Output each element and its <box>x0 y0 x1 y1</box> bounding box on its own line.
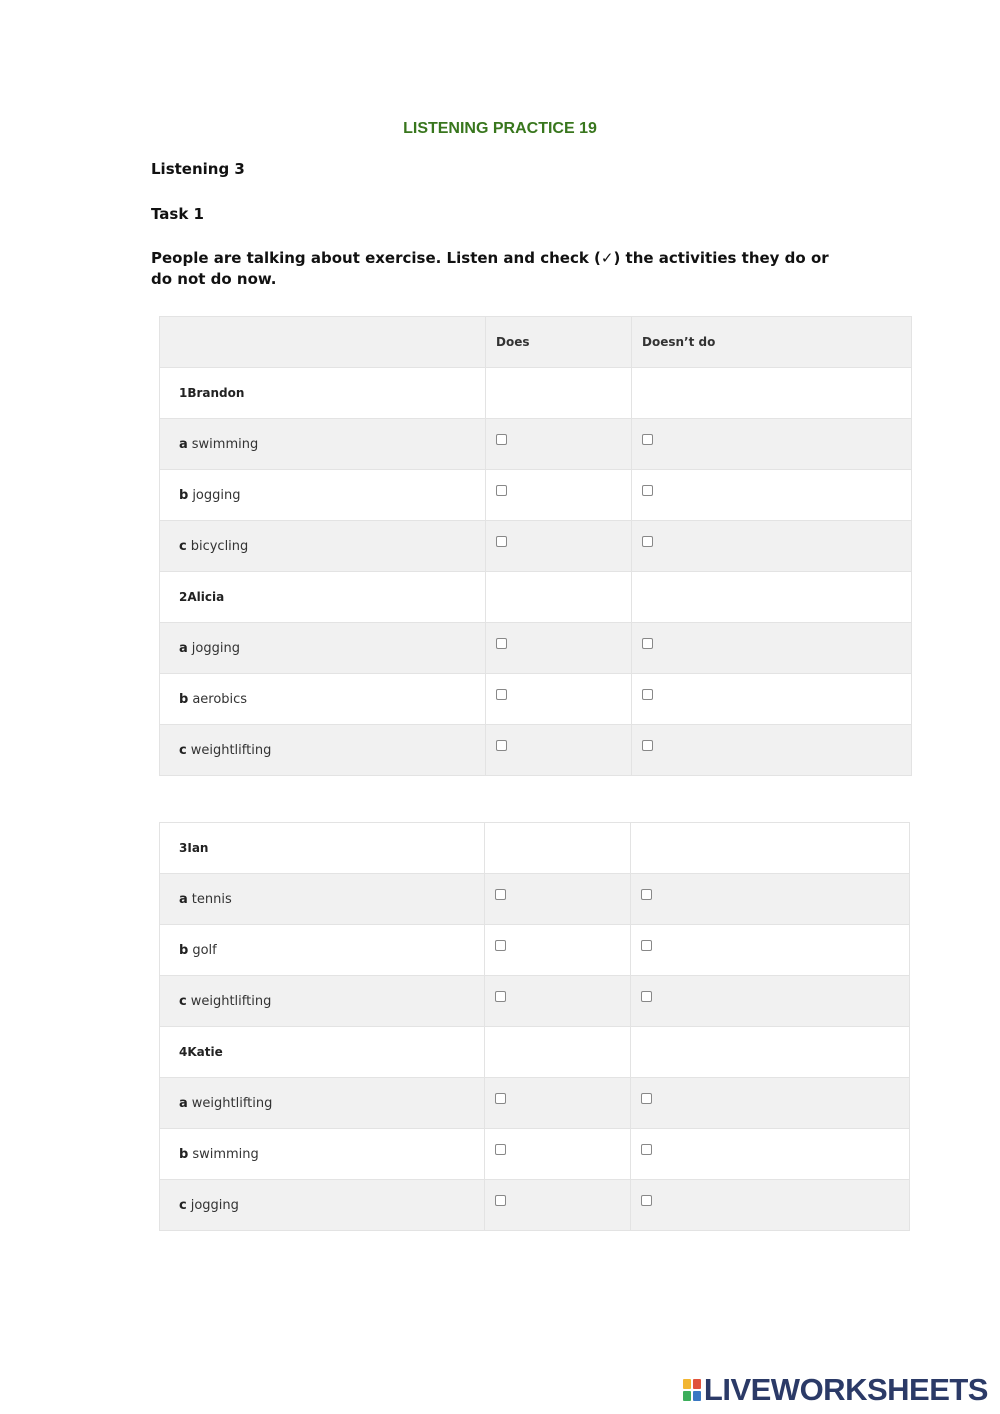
activity-cell <box>160 623 486 674</box>
empty-cell <box>632 572 912 623</box>
activity-row <box>160 674 912 725</box>
empty-cell <box>485 1027 631 1078</box>
activity-label: swimming <box>191 436 259 452</box>
page-title: LISTENING PRACTICE 19 <box>403 120 597 137</box>
activity-row <box>160 419 912 470</box>
does-cell <box>486 725 632 776</box>
activity-label: golf <box>192 942 217 958</box>
activity-letter: c <box>179 993 187 1009</box>
activity-label: tennis <box>191 891 232 907</box>
does-checkbox[interactable] <box>495 1195 506 1206</box>
activity-cell <box>160 1129 485 1180</box>
doesnt-do-checkbox[interactable] <box>642 485 653 496</box>
does-cell <box>486 623 632 674</box>
does-checkbox[interactable] <box>496 638 507 649</box>
liveworksheets-logo-icon <box>683 1379 701 1401</box>
header-doesnt-do: Doesn’t do <box>632 317 912 368</box>
activity-letter: b <box>179 1146 189 1162</box>
doesnt-do-cell <box>631 874 910 925</box>
logo-text: LIVEWORKSHEETS <box>703 1372 988 1407</box>
doesnt-do-cell <box>632 419 912 470</box>
doesnt-do-checkbox[interactable] <box>641 1093 652 1104</box>
activity-letter: a <box>179 1095 188 1111</box>
doesnt-do-cell <box>632 521 912 572</box>
activity-cell <box>160 925 485 976</box>
exercise-table-part-2 <box>159 822 910 1231</box>
does-checkbox[interactable] <box>496 689 507 700</box>
exercise-table-part-1 <box>159 316 912 776</box>
does-cell <box>485 1129 631 1180</box>
does-checkbox[interactable] <box>495 940 506 951</box>
does-cell <box>486 674 632 725</box>
doesnt-do-cell <box>632 623 912 674</box>
activity-label: weightlifting <box>191 1095 273 1111</box>
empty-cell <box>631 823 910 874</box>
doesnt-do-cell <box>631 925 910 976</box>
activity-letter: c <box>179 742 187 758</box>
activity-letter: a <box>179 640 188 656</box>
does-cell <box>485 925 631 976</box>
activity-letter: b <box>179 691 189 707</box>
activity-label: bicycling <box>190 538 249 554</box>
doesnt-do-cell <box>631 976 910 1027</box>
section-heading: Listening 3 <box>151 160 245 178</box>
activity-label: jogging <box>192 487 241 503</box>
instructions: People are talking about exercise. Listen and check (✓) the activities they do or do not do now. <box>151 249 829 288</box>
activity-row <box>160 1078 910 1129</box>
liveworksheets-logo <box>683 1374 988 1406</box>
task-heading: Task 1 <box>151 205 204 223</box>
activity-cell <box>160 976 485 1027</box>
does-checkbox[interactable] <box>496 536 507 547</box>
does-checkbox[interactable] <box>495 1144 506 1155</box>
activity-row <box>160 725 912 776</box>
does-checkbox[interactable] <box>496 740 507 751</box>
does-checkbox[interactable] <box>496 434 507 445</box>
activity-cell <box>160 874 485 925</box>
doesnt-do-cell <box>631 1129 910 1180</box>
person-name: 1Brandon <box>160 368 486 419</box>
doesnt-do-cell <box>631 1078 910 1129</box>
activity-label: jogging <box>190 1197 239 1213</box>
does-checkbox[interactable] <box>495 889 506 900</box>
table-header-row <box>160 317 912 368</box>
does-cell <box>486 419 632 470</box>
activity-row <box>160 521 912 572</box>
empty-cell <box>631 1027 910 1078</box>
person-name: 3Ian <box>160 823 485 874</box>
activity-row <box>160 1180 910 1231</box>
activity-cell <box>160 1078 485 1129</box>
person-row <box>160 823 910 874</box>
doesnt-do-cell <box>631 1180 910 1231</box>
activity-label: swimming <box>192 1146 259 1162</box>
does-cell <box>485 874 631 925</box>
empty-cell <box>632 368 912 419</box>
person-row <box>160 572 912 623</box>
does-checkbox[interactable] <box>495 1093 506 1104</box>
does-cell <box>486 470 632 521</box>
does-cell <box>485 976 631 1027</box>
activity-label: weightlifting <box>190 993 272 1009</box>
doesnt-do-checkbox[interactable] <box>641 1195 652 1206</box>
doesnt-do-checkbox[interactable] <box>641 889 652 900</box>
activity-row <box>160 1129 910 1180</box>
doesnt-do-checkbox[interactable] <box>642 740 653 751</box>
doesnt-do-cell <box>632 674 912 725</box>
activity-cell <box>160 419 486 470</box>
empty-cell <box>485 823 631 874</box>
activity-cell <box>160 521 486 572</box>
person-name: 4Katie <box>160 1027 485 1078</box>
header-blank <box>160 317 486 368</box>
does-cell <box>485 1078 631 1129</box>
activity-letter: a <box>179 436 188 452</box>
activity-label: jogging <box>191 640 240 656</box>
doesnt-do-checkbox[interactable] <box>642 434 653 445</box>
does-cell <box>485 1180 631 1231</box>
header-does: Does <box>486 317 632 368</box>
does-cell <box>486 521 632 572</box>
doesnt-do-checkbox[interactable] <box>642 638 653 649</box>
doesnt-do-checkbox[interactable] <box>641 991 652 1002</box>
person-row <box>160 1027 910 1078</box>
activity-letter: a <box>179 891 188 907</box>
activity-letter: c <box>179 1197 187 1213</box>
activity-cell <box>160 1180 485 1231</box>
does-checkbox[interactable] <box>496 485 507 496</box>
activity-row <box>160 925 910 976</box>
activity-row <box>160 976 910 1027</box>
doesnt-do-checkbox[interactable] <box>641 940 652 951</box>
activity-row <box>160 623 912 674</box>
activity-cell <box>160 674 486 725</box>
doesnt-do-checkbox[interactable] <box>642 689 653 700</box>
doesnt-do-cell <box>632 470 912 521</box>
activity-row <box>160 470 912 521</box>
doesnt-do-cell <box>632 725 912 776</box>
activity-row <box>160 874 910 925</box>
doesnt-do-checkbox[interactable] <box>641 1144 652 1155</box>
activity-cell <box>160 725 486 776</box>
activity-label: aerobics <box>192 691 248 707</box>
activity-letter: b <box>179 942 189 958</box>
activity-label: weightlifting <box>190 742 272 758</box>
activity-letter: b <box>179 487 189 503</box>
activity-letter: c <box>179 538 187 554</box>
person-row <box>160 368 912 419</box>
empty-cell <box>486 572 632 623</box>
doesnt-do-checkbox[interactable] <box>642 536 653 547</box>
activity-cell <box>160 470 486 521</box>
empty-cell <box>486 368 632 419</box>
person-name: 2Alicia <box>160 572 486 623</box>
does-checkbox[interactable] <box>495 991 506 1002</box>
